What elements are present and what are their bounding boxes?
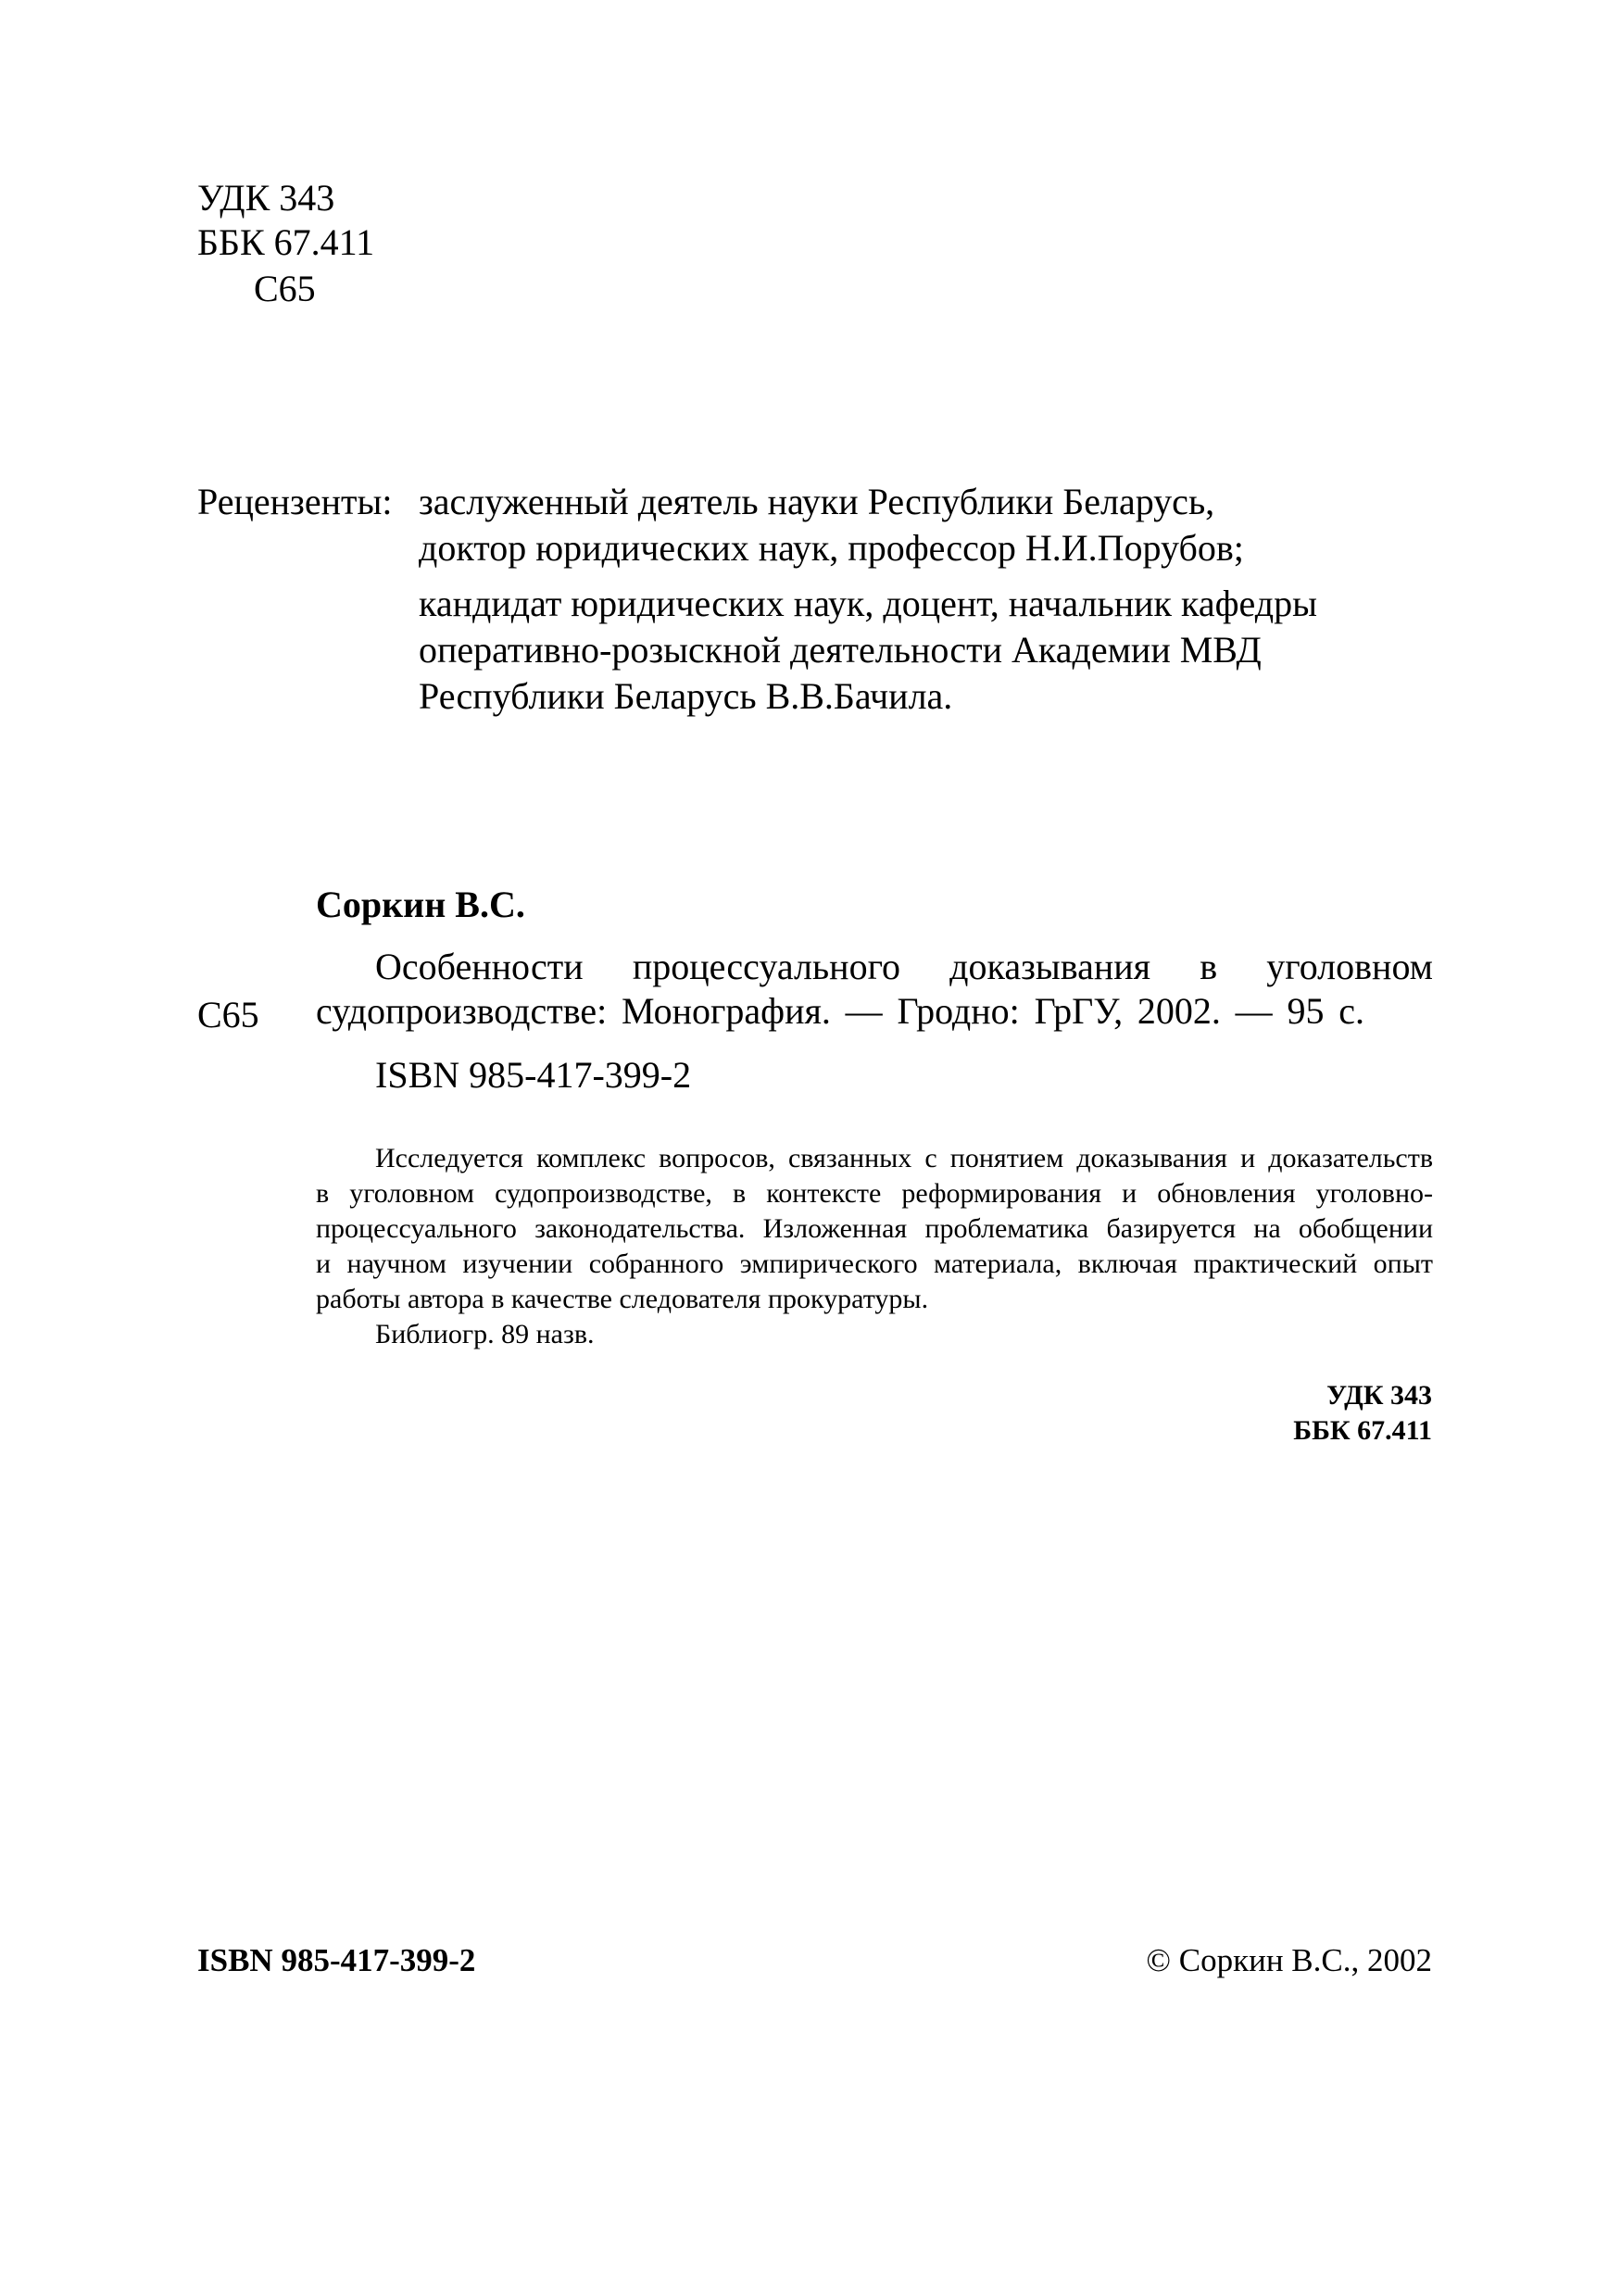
reviewer-2-line: оперативно-розыскной деятельности Академии МВД [419, 629, 1262, 671]
bibliography-count: Библиогр. 89 назв. [375, 1319, 595, 1349]
bottom-bbk-code: ББК 67.411 [1293, 1415, 1432, 1446]
book-title-line: судопроизводстве: Монография. — Гродно: ГрГУ, 2002. — 95 с. [316, 990, 1364, 1032]
book-title-line: Особенности процессуального доказывания в уголовном [375, 946, 1433, 987]
reviewer-1-line: доктор юридических наук, профессор Н.И.Порубов; [419, 527, 1244, 569]
copyright-notice: © Соркин В.С., 2002 [1146, 1942, 1432, 1978]
annotation-line: процессуального законодательства. Изложенная проблематика базируется на обобщении [316, 1213, 1433, 1244]
annotation-body [316, 1176, 1433, 1317]
reviewer-2-line: Республики Беларусь В.В.Бачила. [419, 675, 953, 717]
reviewer-1-line: заслуженный деятель науки Республики Беларусь, [419, 481, 1215, 522]
author-code: С65 [254, 268, 316, 309]
reviewer-2 [419, 582, 1317, 721]
reviewer-2-line: кандидат юридических наук, доцент, начальник кафедры [419, 583, 1317, 624]
annotation-line: и научном изучении собранного эмпирического материала, включая практический опыт [316, 1248, 1433, 1279]
entry-isbn: ISBN 985-417-399-2 [375, 1054, 692, 1096]
bbk-code: ББК 67.411 [197, 221, 375, 263]
reviewer-1 [419, 480, 1244, 572]
side-author-code: С65 [197, 994, 259, 1035]
footer-isbn: ISBN 985-417-399-2 [197, 1942, 476, 1978]
annotation-line: работы автора в качестве следователя прокуратуры. [316, 1284, 929, 1314]
udk-code: УДК 343 [197, 177, 335, 219]
bottom-udk-code: УДК 343 [1326, 1380, 1432, 1411]
reviewers-label: Рецензенты: [197, 481, 393, 522]
annotation-line: в уголовном судопроизводстве, в контексте реформирования и обновления уголовно- [316, 1178, 1433, 1209]
annotation-first-line: Исследуется комплекс вопросов, связанных с понятием доказывания и доказательств [375, 1143, 1433, 1173]
author-heading: Соркин В.С. [316, 884, 525, 925]
